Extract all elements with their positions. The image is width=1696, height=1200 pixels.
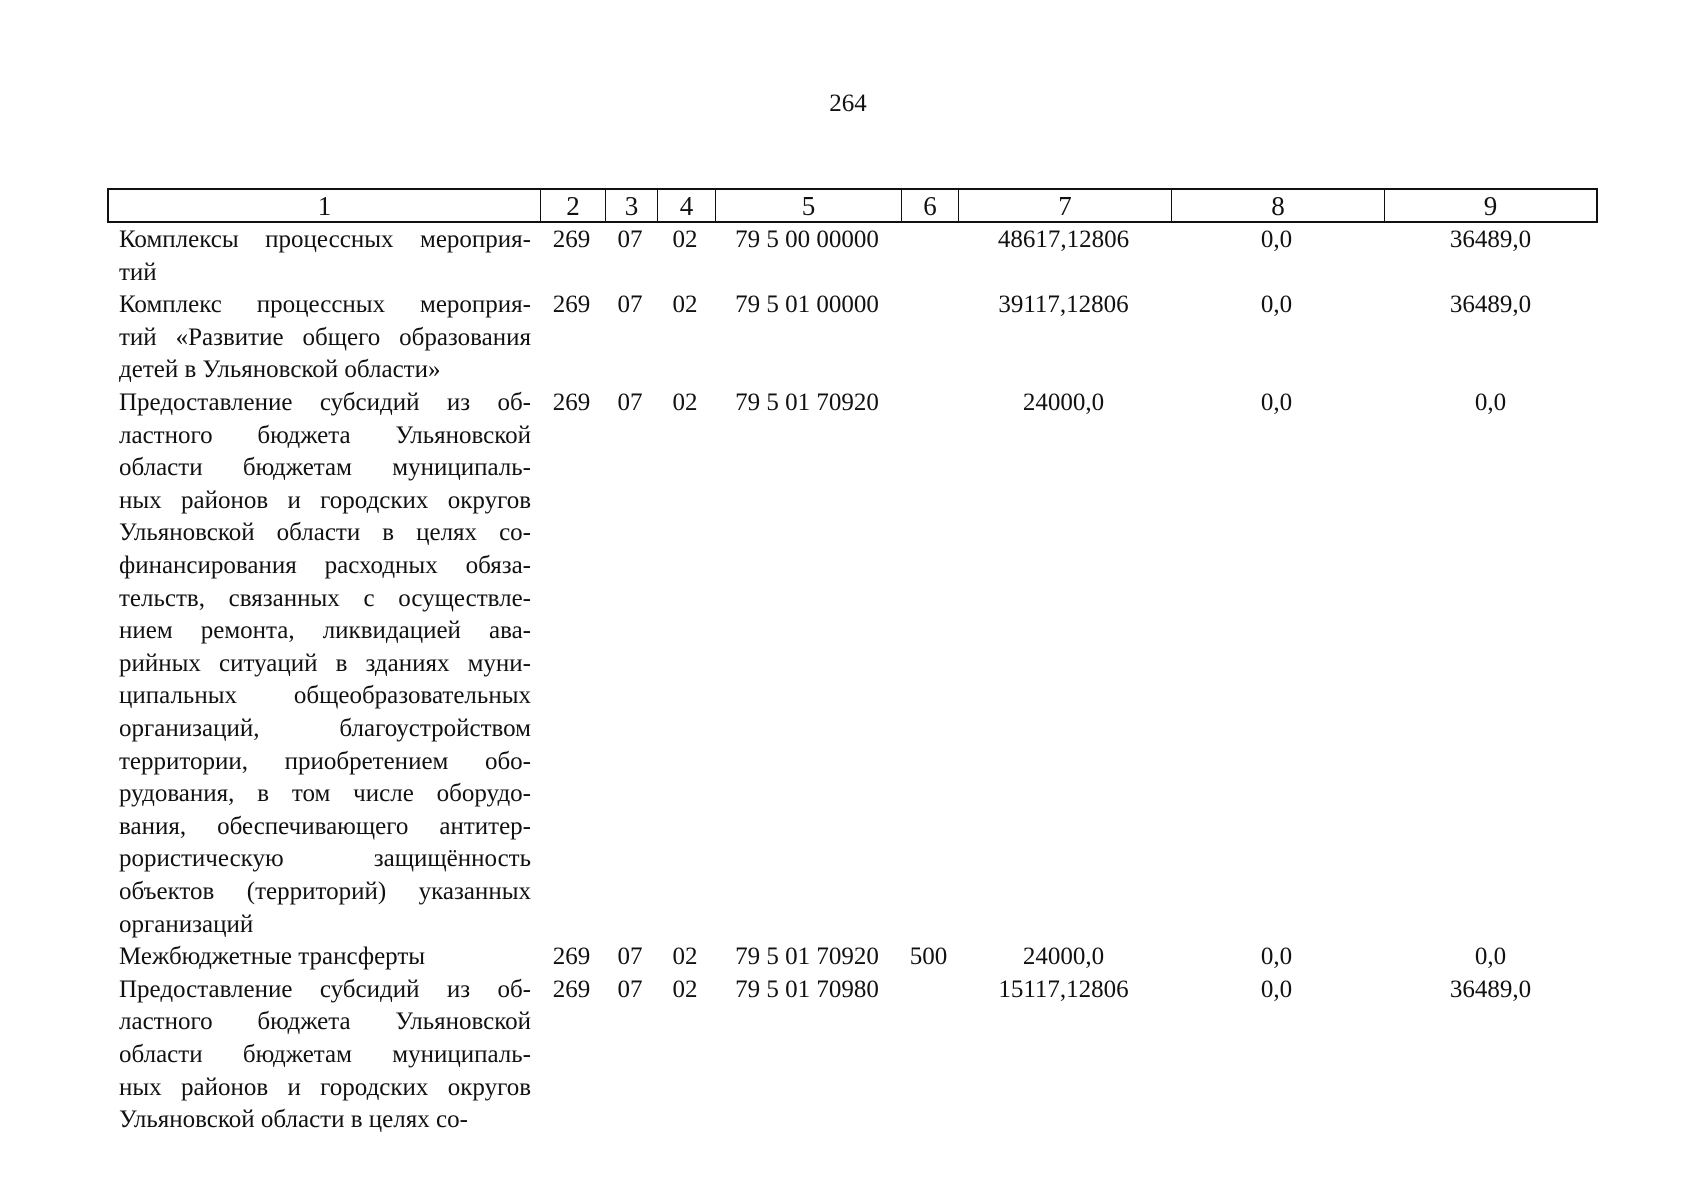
cell-c5: 79 5 01 70980 (735, 975, 879, 1003)
cell-c8: 0,0 (1260, 291, 1293, 319)
cell-c9: 0,0 (1474, 943, 1507, 971)
cell-c2: 269 (552, 226, 591, 253)
description-line: рудования, в том числе оборудо- (119, 780, 531, 808)
description-line: территории, приобретением обо- (119, 747, 531, 775)
cell-c7: 48617,12806 (997, 226, 1130, 253)
header-col-3: 3 (606, 190, 658, 221)
cell-c3: 07 (617, 389, 643, 416)
header-col-7: 7 (959, 190, 1172, 221)
cell-c9: 36489,0 (1449, 975, 1532, 1003)
header-col-2: 2 (541, 190, 606, 221)
row-description (107, 941, 539, 974)
cell-c6: 500 (909, 943, 948, 971)
description-line: тий «Развитие общего образования (119, 323, 531, 351)
cell-c6 (900, 974, 957, 1137)
description-line: вания, обеспечивающего антитер- (119, 812, 531, 840)
description-line: Ульяновской области в целях со- (119, 1106, 468, 1134)
cell-c5: 79 5 00 00000 (735, 226, 879, 253)
description-line: Комплексы процессных мероприя- (119, 226, 531, 253)
row-description (107, 974, 539, 1137)
header-col-6: 6 (902, 190, 959, 221)
cell-c7: 15117,12806 (998, 975, 1129, 1003)
description-line: ластного бюджета Ульяновской (119, 1008, 531, 1036)
header-col-8: 8 (1172, 190, 1385, 221)
description-line: Комплекс процессных мероприя- (119, 291, 531, 319)
cell-c8: 0,0 (1260, 943, 1293, 971)
cell-c4: 02 (672, 389, 698, 416)
description-line: Предоставление субсидий из об- (119, 389, 531, 416)
cell-c2: 269 (552, 389, 591, 416)
description-line: тий (119, 258, 157, 286)
cell-c6 (900, 224, 957, 289)
cell-c9: 0,0 (1474, 389, 1507, 416)
cell-c2: 269 (552, 975, 591, 1003)
page-number: 264 (829, 90, 867, 117)
cell-c3: 07 (617, 291, 643, 319)
description-line: организаций (119, 910, 254, 938)
cell-c5: 79 5 01 70920 (735, 943, 879, 971)
cell-c8: 0,0 (1260, 389, 1293, 416)
cell-c3: 07 (617, 943, 643, 971)
cell-c4: 02 (672, 291, 698, 319)
header-col-4: 4 (658, 190, 716, 221)
cell-c4: 02 (672, 975, 698, 1003)
description-line: области бюджетам муниципаль- (119, 1040, 531, 1068)
cell-c5: 79 5 01 70920 (735, 389, 879, 416)
description-line: ных районов и городских округов (119, 486, 531, 514)
description-line: объектов (территорий) указанных (119, 877, 531, 905)
description-line: рийных ситуаций в зданиях муни- (119, 649, 531, 677)
table-row (107, 289, 1598, 387)
table-row (107, 387, 1598, 941)
cell-c7: 39117,12806 (998, 291, 1129, 319)
cell-c8: 0,0 (1260, 975, 1293, 1003)
header-col-5: 5 (716, 190, 902, 221)
header-col-9: 9 (1483, 191, 1498, 221)
cell-c7: 24000,0 (1022, 943, 1105, 971)
description-line: ных районов и городских округов (119, 1073, 531, 1101)
description-line: рористическую защищённость (119, 845, 531, 873)
cell-c6 (900, 289, 957, 387)
cell-c9: 36489,0 (1449, 226, 1532, 253)
cell-c3: 07 (617, 226, 643, 253)
table-header (107, 188, 1598, 223)
table-row (107, 941, 1598, 974)
cell-c4: 02 (672, 943, 698, 971)
description-line: организаций, благоустройством (119, 714, 531, 742)
description-line: Предоставление субсидий из об- (119, 975, 531, 1003)
description-line: финансирования расходных обяза- (119, 551, 531, 579)
row-description (107, 224, 539, 289)
cell-c5: 79 5 01 00000 (735, 291, 879, 319)
table-row (107, 224, 1598, 289)
cell-c8: 0,0 (1260, 226, 1293, 253)
cell-c4: 02 (672, 226, 698, 253)
description-line: нием ремонта, ликвидацией ава- (119, 617, 531, 645)
description-line: ципальных общеобразовательных (119, 682, 531, 710)
description-line: Ульяновской области в целях со- (119, 519, 531, 547)
cell-c9: 36489,0 (1449, 291, 1532, 319)
cell-c2: 269 (552, 943, 591, 971)
description-line: детей в Ульяновской области» (119, 356, 441, 384)
description-line: тельств, связанных с осуществле- (119, 584, 531, 612)
table-row (107, 974, 1598, 1137)
row-description (107, 387, 539, 941)
cell-c6 (900, 387, 957, 941)
description-line: ластного бюджета Ульяновской (119, 421, 531, 449)
cell-c2: 269 (552, 291, 591, 319)
cell-c3: 07 (617, 975, 643, 1003)
header-col-1: 1 (109, 190, 541, 221)
description-line: Межбюджетные трансферты (119, 943, 426, 971)
row-description (107, 289, 539, 387)
description-line: области бюджетам муниципаль- (119, 454, 531, 482)
cell-c7: 24000,0 (1022, 389, 1105, 416)
